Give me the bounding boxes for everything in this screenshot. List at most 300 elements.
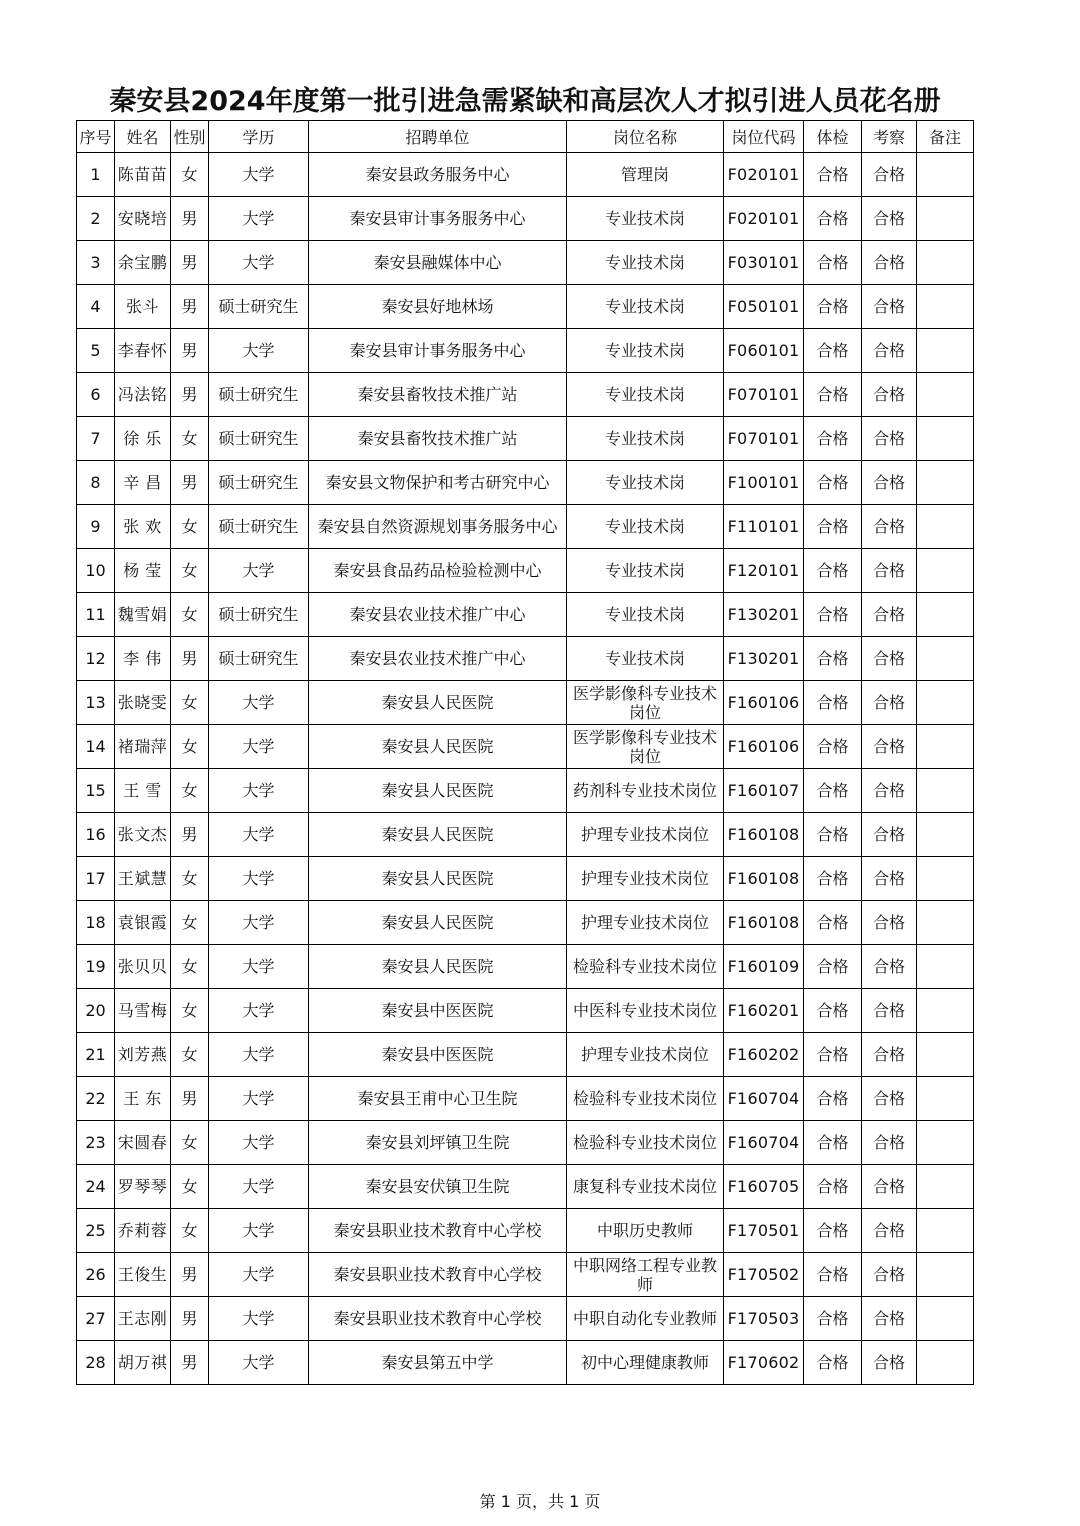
cell-note bbox=[917, 417, 974, 461]
header-education: 学历 bbox=[209, 121, 309, 153]
cell-code: F160705 bbox=[724, 1165, 804, 1209]
cell-education: 硕士研究生 bbox=[209, 637, 309, 681]
cell-seq: 9 bbox=[77, 505, 115, 549]
cell-unit: 秦安县文物保护和考古研究中心 bbox=[309, 461, 567, 505]
cell-education: 大学 bbox=[209, 725, 309, 769]
cell-inspect: 合格 bbox=[862, 945, 917, 989]
cell-name: 李 伟 bbox=[115, 637, 171, 681]
cell-unit: 秦安县审计事务服务中心 bbox=[309, 197, 567, 241]
page-number: 第 1 页，共 1 页 bbox=[479, 1492, 601, 1511]
cell-seq: 27 bbox=[77, 1297, 115, 1341]
cell-note bbox=[917, 241, 974, 285]
cell-code: F130201 bbox=[724, 593, 804, 637]
cell-gender: 女 bbox=[171, 681, 209, 725]
cell-name: 张斗 bbox=[115, 285, 171, 329]
table-row bbox=[77, 153, 974, 197]
cell-gender: 女 bbox=[171, 945, 209, 989]
cell-note bbox=[917, 593, 974, 637]
cell-seq: 4 bbox=[77, 285, 115, 329]
cell-name: 宋圆春 bbox=[115, 1121, 171, 1165]
cell-note bbox=[917, 1121, 974, 1165]
cell-seq: 26 bbox=[77, 1253, 115, 1297]
cell-note bbox=[917, 285, 974, 329]
cell-inspect: 合格 bbox=[862, 1077, 917, 1121]
cell-gender: 女 bbox=[171, 1209, 209, 1253]
cell-inspect: 合格 bbox=[862, 241, 917, 285]
cell-inspect: 合格 bbox=[862, 1121, 917, 1165]
cell-name: 刘芳燕 bbox=[115, 1033, 171, 1077]
cell-unit: 秦安县农业技术推广中心 bbox=[309, 637, 567, 681]
cell-code: F160108 bbox=[724, 857, 804, 901]
cell-name: 罗琴琴 bbox=[115, 1165, 171, 1209]
cell-post: 康复科专业技术岗位 bbox=[567, 1165, 724, 1209]
cell-education: 大学 bbox=[209, 681, 309, 725]
cell-gender: 女 bbox=[171, 989, 209, 1033]
cell-inspect: 合格 bbox=[862, 769, 917, 813]
cell-education: 大学 bbox=[209, 153, 309, 197]
cell-post: 专业技术岗 bbox=[567, 241, 724, 285]
cell-inspect: 合格 bbox=[862, 857, 917, 901]
cell-unit: 秦安县融媒体中心 bbox=[309, 241, 567, 285]
cell-education: 硕士研究生 bbox=[209, 461, 309, 505]
cell-code: F160108 bbox=[724, 813, 804, 857]
cell-name: 张 欢 bbox=[115, 505, 171, 549]
cell-inspect: 合格 bbox=[862, 989, 917, 1033]
cell-inspect: 合格 bbox=[862, 505, 917, 549]
cell-post: 专业技术岗 bbox=[567, 549, 724, 593]
cell-education: 大学 bbox=[209, 1033, 309, 1077]
cell-note bbox=[917, 1077, 974, 1121]
cell-unit: 秦安县王甫中心卫生院 bbox=[309, 1077, 567, 1121]
cell-post: 管理岗 bbox=[567, 153, 724, 197]
cell-gender: 男 bbox=[171, 285, 209, 329]
cell-seq: 15 bbox=[77, 769, 115, 813]
cell-education: 大学 bbox=[209, 1121, 309, 1165]
cell-seq: 17 bbox=[77, 857, 115, 901]
cell-code: F130201 bbox=[724, 637, 804, 681]
table-row bbox=[77, 1077, 974, 1121]
cell-gender: 女 bbox=[171, 1033, 209, 1077]
cell-exam: 合格 bbox=[804, 813, 862, 857]
table-body bbox=[77, 153, 974, 1385]
cell-unit: 秦安县农业技术推广中心 bbox=[309, 593, 567, 637]
cell-exam: 合格 bbox=[804, 417, 862, 461]
cell-education: 大学 bbox=[209, 241, 309, 285]
cell-unit: 秦安县人民医院 bbox=[309, 725, 567, 769]
cell-seq: 24 bbox=[77, 1165, 115, 1209]
cell-exam: 合格 bbox=[804, 1121, 862, 1165]
cell-name: 张文杰 bbox=[115, 813, 171, 857]
cell-exam: 合格 bbox=[804, 681, 862, 725]
cell-education: 硕士研究生 bbox=[209, 417, 309, 461]
cell-education: 硕士研究生 bbox=[209, 505, 309, 549]
cell-seq: 12 bbox=[77, 637, 115, 681]
cell-inspect: 合格 bbox=[862, 593, 917, 637]
cell-exam: 合格 bbox=[804, 1341, 862, 1385]
cell-exam: 合格 bbox=[804, 329, 862, 373]
cell-post: 检验科专业技术岗位 bbox=[567, 1077, 724, 1121]
cell-inspect: 合格 bbox=[862, 417, 917, 461]
cell-post: 专业技术岗 bbox=[567, 285, 724, 329]
cell-unit: 秦安县自然资源规划事务服务中心 bbox=[309, 505, 567, 549]
table-header-row bbox=[77, 121, 974, 153]
cell-inspect: 合格 bbox=[862, 373, 917, 417]
table-row bbox=[77, 461, 974, 505]
cell-gender: 女 bbox=[171, 1121, 209, 1165]
cell-inspect: 合格 bbox=[862, 461, 917, 505]
cell-unit: 秦安县中医医院 bbox=[309, 989, 567, 1033]
cell-exam: 合格 bbox=[804, 1033, 862, 1077]
cell-exam: 合格 bbox=[804, 153, 862, 197]
table-row bbox=[77, 681, 974, 725]
cell-note bbox=[917, 857, 974, 901]
cell-gender: 男 bbox=[171, 1253, 209, 1297]
cell-code: F100101 bbox=[724, 461, 804, 505]
cell-seq: 5 bbox=[77, 329, 115, 373]
cell-name: 王 雪 bbox=[115, 769, 171, 813]
cell-code: F020101 bbox=[724, 153, 804, 197]
cell-post: 检验科专业技术岗位 bbox=[567, 1121, 724, 1165]
cell-note bbox=[917, 637, 974, 681]
cell-unit: 秦安县第五中学 bbox=[309, 1341, 567, 1385]
cell-exam: 合格 bbox=[804, 285, 862, 329]
cell-note bbox=[917, 1297, 974, 1341]
page-title: 秦安县2024年度第一批引进急需紧缺和高层次人才拟引进人员花名册 bbox=[109, 86, 941, 117]
cell-name: 胡万祺 bbox=[115, 1341, 171, 1385]
cell-name: 张贝贝 bbox=[115, 945, 171, 989]
cell-post: 护理专业技术岗位 bbox=[567, 857, 724, 901]
cell-code: F060101 bbox=[724, 329, 804, 373]
cell-post: 医学影像科专业技术岗位 bbox=[567, 681, 724, 725]
cell-post: 中医科专业技术岗位 bbox=[567, 989, 724, 1033]
cell-unit: 秦安县刘坪镇卫生院 bbox=[309, 1121, 567, 1165]
cell-exam: 合格 bbox=[804, 1209, 862, 1253]
table-row bbox=[77, 593, 974, 637]
cell-exam: 合格 bbox=[804, 241, 862, 285]
header-code: 岗位代码 bbox=[724, 121, 804, 153]
cell-note bbox=[917, 505, 974, 549]
cell-gender: 女 bbox=[171, 549, 209, 593]
cell-education: 硕士研究生 bbox=[209, 373, 309, 417]
table-row bbox=[77, 1121, 974, 1165]
cell-education: 大学 bbox=[209, 549, 309, 593]
cell-education: 大学 bbox=[209, 329, 309, 373]
cell-education: 大学 bbox=[209, 901, 309, 945]
cell-education: 大学 bbox=[209, 1077, 309, 1121]
cell-seq: 20 bbox=[77, 989, 115, 1033]
cell-name: 辛 昌 bbox=[115, 461, 171, 505]
cell-code: F160202 bbox=[724, 1033, 804, 1077]
cell-code: F170503 bbox=[724, 1297, 804, 1341]
table-row bbox=[77, 637, 974, 681]
cell-code: F120101 bbox=[724, 549, 804, 593]
cell-seq: 8 bbox=[77, 461, 115, 505]
cell-exam: 合格 bbox=[804, 1165, 862, 1209]
cell-seq: 16 bbox=[77, 813, 115, 857]
cell-name: 王斌慧 bbox=[115, 857, 171, 901]
cell-note bbox=[917, 725, 974, 769]
cell-code: F160107 bbox=[724, 769, 804, 813]
cell-exam: 合格 bbox=[804, 461, 862, 505]
cell-seq: 25 bbox=[77, 1209, 115, 1253]
cell-code: F170502 bbox=[724, 1253, 804, 1297]
cell-exam: 合格 bbox=[804, 549, 862, 593]
cell-education: 大学 bbox=[209, 1297, 309, 1341]
cell-post: 护理专业技术岗位 bbox=[567, 901, 724, 945]
table-row bbox=[77, 857, 974, 901]
cell-name: 王 东 bbox=[115, 1077, 171, 1121]
cell-post: 专业技术岗 bbox=[567, 461, 724, 505]
cell-post: 检验科专业技术岗位 bbox=[567, 945, 724, 989]
cell-note bbox=[917, 681, 974, 725]
cell-gender: 男 bbox=[171, 329, 209, 373]
cell-note bbox=[917, 1253, 974, 1297]
cell-unit: 秦安县畜牧技术推广站 bbox=[309, 417, 567, 461]
cell-unit: 秦安县职业技术教育中心学校 bbox=[309, 1253, 567, 1297]
cell-seq: 14 bbox=[77, 725, 115, 769]
cell-code: F160106 bbox=[724, 725, 804, 769]
header-unit: 招聘单位 bbox=[309, 121, 567, 153]
cell-inspect: 合格 bbox=[862, 725, 917, 769]
cell-exam: 合格 bbox=[804, 505, 862, 549]
cell-name: 魏雪娟 bbox=[115, 593, 171, 637]
cell-seq: 6 bbox=[77, 373, 115, 417]
cell-code: F050101 bbox=[724, 285, 804, 329]
cell-note bbox=[917, 1033, 974, 1077]
cell-name: 王俊生 bbox=[115, 1253, 171, 1297]
cell-post: 中职历史教师 bbox=[567, 1209, 724, 1253]
cell-code: F110101 bbox=[724, 505, 804, 549]
cell-gender: 女 bbox=[171, 725, 209, 769]
cell-gender: 男 bbox=[171, 1077, 209, 1121]
cell-unit: 秦安县人民医院 bbox=[309, 813, 567, 857]
cell-seq: 3 bbox=[77, 241, 115, 285]
cell-exam: 合格 bbox=[804, 593, 862, 637]
cell-note bbox=[917, 197, 974, 241]
cell-code: F030101 bbox=[724, 241, 804, 285]
cell-gender: 女 bbox=[171, 505, 209, 549]
cell-name: 杨 莹 bbox=[115, 549, 171, 593]
cell-inspect: 合格 bbox=[862, 1253, 917, 1297]
cell-note bbox=[917, 945, 974, 989]
cell-education: 大学 bbox=[209, 197, 309, 241]
cell-unit: 秦安县食品药品检验检测中心 bbox=[309, 549, 567, 593]
cell-unit: 秦安县职业技术教育中心学校 bbox=[309, 1209, 567, 1253]
cell-unit: 秦安县人民医院 bbox=[309, 681, 567, 725]
cell-education: 硕士研究生 bbox=[209, 285, 309, 329]
cell-post: 专业技术岗 bbox=[567, 373, 724, 417]
cell-inspect: 合格 bbox=[862, 637, 917, 681]
header-gender: 性别 bbox=[171, 121, 209, 153]
cell-inspect: 合格 bbox=[862, 1341, 917, 1385]
cell-note bbox=[917, 901, 974, 945]
cell-gender: 男 bbox=[171, 373, 209, 417]
cell-post: 药剂科专业技术岗位 bbox=[567, 769, 724, 813]
cell-post: 医学影像科专业技术岗位 bbox=[567, 725, 724, 769]
table-row bbox=[77, 1165, 974, 1209]
cell-code: F160201 bbox=[724, 989, 804, 1033]
cell-unit: 秦安县畜牧技术推广站 bbox=[309, 373, 567, 417]
cell-post: 专业技术岗 bbox=[567, 593, 724, 637]
cell-education: 大学 bbox=[209, 1165, 309, 1209]
cell-seq: 18 bbox=[77, 901, 115, 945]
cell-gender: 女 bbox=[171, 857, 209, 901]
cell-seq: 7 bbox=[77, 417, 115, 461]
cell-exam: 合格 bbox=[804, 373, 862, 417]
cell-unit: 秦安县中医医院 bbox=[309, 1033, 567, 1077]
cell-note bbox=[917, 329, 974, 373]
cell-education: 大学 bbox=[209, 945, 309, 989]
cell-education: 大学 bbox=[209, 813, 309, 857]
table-row bbox=[77, 1341, 974, 1385]
cell-exam: 合格 bbox=[804, 637, 862, 681]
cell-gender: 男 bbox=[171, 197, 209, 241]
cell-code: F160704 bbox=[724, 1077, 804, 1121]
cell-post: 护理专业技术岗位 bbox=[567, 1033, 724, 1077]
cell-name: 徐 乐 bbox=[115, 417, 171, 461]
cell-note bbox=[917, 549, 974, 593]
cell-post: 专业技术岗 bbox=[567, 417, 724, 461]
cell-name: 余宝鹏 bbox=[115, 241, 171, 285]
cell-inspect: 合格 bbox=[862, 197, 917, 241]
cell-seq: 13 bbox=[77, 681, 115, 725]
cell-exam: 合格 bbox=[804, 857, 862, 901]
table-row bbox=[77, 329, 974, 373]
cell-inspect: 合格 bbox=[862, 813, 917, 857]
table-row bbox=[77, 725, 974, 769]
cell-name: 张晓雯 bbox=[115, 681, 171, 725]
table-row bbox=[77, 1033, 974, 1077]
header-seq: 序号 bbox=[77, 121, 115, 153]
cell-note bbox=[917, 1341, 974, 1385]
table-row bbox=[77, 197, 974, 241]
cell-exam: 合格 bbox=[804, 725, 862, 769]
cell-name: 褚瑞萍 bbox=[115, 725, 171, 769]
cell-note bbox=[917, 153, 974, 197]
cell-education: 大学 bbox=[209, 769, 309, 813]
cell-name: 安晓培 bbox=[115, 197, 171, 241]
cell-name: 马雪梅 bbox=[115, 989, 171, 1033]
cell-unit: 秦安县政务服务中心 bbox=[309, 153, 567, 197]
cell-gender: 男 bbox=[171, 813, 209, 857]
cell-inspect: 合格 bbox=[862, 901, 917, 945]
cell-inspect: 合格 bbox=[862, 681, 917, 725]
roster-table bbox=[76, 120, 974, 1385]
cell-inspect: 合格 bbox=[862, 1165, 917, 1209]
cell-name: 李春怀 bbox=[115, 329, 171, 373]
cell-exam: 合格 bbox=[804, 1297, 862, 1341]
cell-education: 硕士研究生 bbox=[209, 593, 309, 637]
cell-exam: 合格 bbox=[804, 1253, 862, 1297]
cell-gender: 男 bbox=[171, 1341, 209, 1385]
cell-seq: 19 bbox=[77, 945, 115, 989]
cell-exam: 合格 bbox=[804, 1077, 862, 1121]
cell-post: 中职网络工程专业教师 bbox=[567, 1253, 724, 1297]
cell-seq: 22 bbox=[77, 1077, 115, 1121]
cell-code: F020101 bbox=[724, 197, 804, 241]
cell-note bbox=[917, 1209, 974, 1253]
cell-unit: 秦安县人民医院 bbox=[309, 945, 567, 989]
cell-exam: 合格 bbox=[804, 901, 862, 945]
cell-seq: 23 bbox=[77, 1121, 115, 1165]
table-row bbox=[77, 901, 974, 945]
cell-note bbox=[917, 989, 974, 1033]
cell-seq: 11 bbox=[77, 593, 115, 637]
table-row bbox=[77, 373, 974, 417]
cell-code: F160108 bbox=[724, 901, 804, 945]
cell-seq: 1 bbox=[77, 153, 115, 197]
cell-post: 护理专业技术岗位 bbox=[567, 813, 724, 857]
cell-code: F170501 bbox=[724, 1209, 804, 1253]
cell-inspect: 合格 bbox=[862, 329, 917, 373]
cell-inspect: 合格 bbox=[862, 549, 917, 593]
cell-post: 专业技术岗 bbox=[567, 329, 724, 373]
table-row bbox=[77, 1209, 974, 1253]
table-row bbox=[77, 1297, 974, 1341]
table-row bbox=[77, 1253, 974, 1297]
table-row bbox=[77, 549, 974, 593]
cell-code: F170602 bbox=[724, 1341, 804, 1385]
cell-education: 大学 bbox=[209, 989, 309, 1033]
cell-name: 陈苗苗 bbox=[115, 153, 171, 197]
cell-unit: 秦安县人民医院 bbox=[309, 901, 567, 945]
cell-note bbox=[917, 461, 974, 505]
table-row bbox=[77, 769, 974, 813]
cell-post: 专业技术岗 bbox=[567, 505, 724, 549]
cell-seq: 2 bbox=[77, 197, 115, 241]
table-row bbox=[77, 945, 974, 989]
cell-unit: 秦安县人民医院 bbox=[309, 769, 567, 813]
cell-gender: 女 bbox=[171, 593, 209, 637]
cell-seq: 10 bbox=[77, 549, 115, 593]
cell-code: F160109 bbox=[724, 945, 804, 989]
cell-name: 乔莉蓉 bbox=[115, 1209, 171, 1253]
cell-education: 大学 bbox=[209, 1253, 309, 1297]
cell-unit: 秦安县安伏镇卫生院 bbox=[309, 1165, 567, 1209]
cell-unit: 秦安县人民医院 bbox=[309, 857, 567, 901]
table-row bbox=[77, 813, 974, 857]
cell-gender: 男 bbox=[171, 241, 209, 285]
cell-note bbox=[917, 373, 974, 417]
cell-exam: 合格 bbox=[804, 945, 862, 989]
cell-inspect: 合格 bbox=[862, 1297, 917, 1341]
cell-name: 冯法铭 bbox=[115, 373, 171, 417]
cell-gender: 男 bbox=[171, 461, 209, 505]
table-row bbox=[77, 285, 974, 329]
cell-gender: 女 bbox=[171, 1165, 209, 1209]
cell-note bbox=[917, 1165, 974, 1209]
header-inspect: 考察 bbox=[862, 121, 917, 153]
cell-education: 大学 bbox=[209, 857, 309, 901]
cell-education: 大学 bbox=[209, 1209, 309, 1253]
cell-inspect: 合格 bbox=[862, 1033, 917, 1077]
cell-code: F070101 bbox=[724, 373, 804, 417]
header-exam: 体检 bbox=[804, 121, 862, 153]
table-row bbox=[77, 505, 974, 549]
cell-seq: 21 bbox=[77, 1033, 115, 1077]
header-post: 岗位名称 bbox=[567, 121, 724, 153]
cell-education: 大学 bbox=[209, 1341, 309, 1385]
cell-code: F070101 bbox=[724, 417, 804, 461]
cell-unit: 秦安县好地林场 bbox=[309, 285, 567, 329]
cell-gender: 女 bbox=[171, 153, 209, 197]
table-row bbox=[77, 417, 974, 461]
cell-name: 袁银霞 bbox=[115, 901, 171, 945]
cell-exam: 合格 bbox=[804, 197, 862, 241]
header-name: 姓名 bbox=[115, 121, 171, 153]
cell-post: 专业技术岗 bbox=[567, 197, 724, 241]
cell-gender: 女 bbox=[171, 769, 209, 813]
